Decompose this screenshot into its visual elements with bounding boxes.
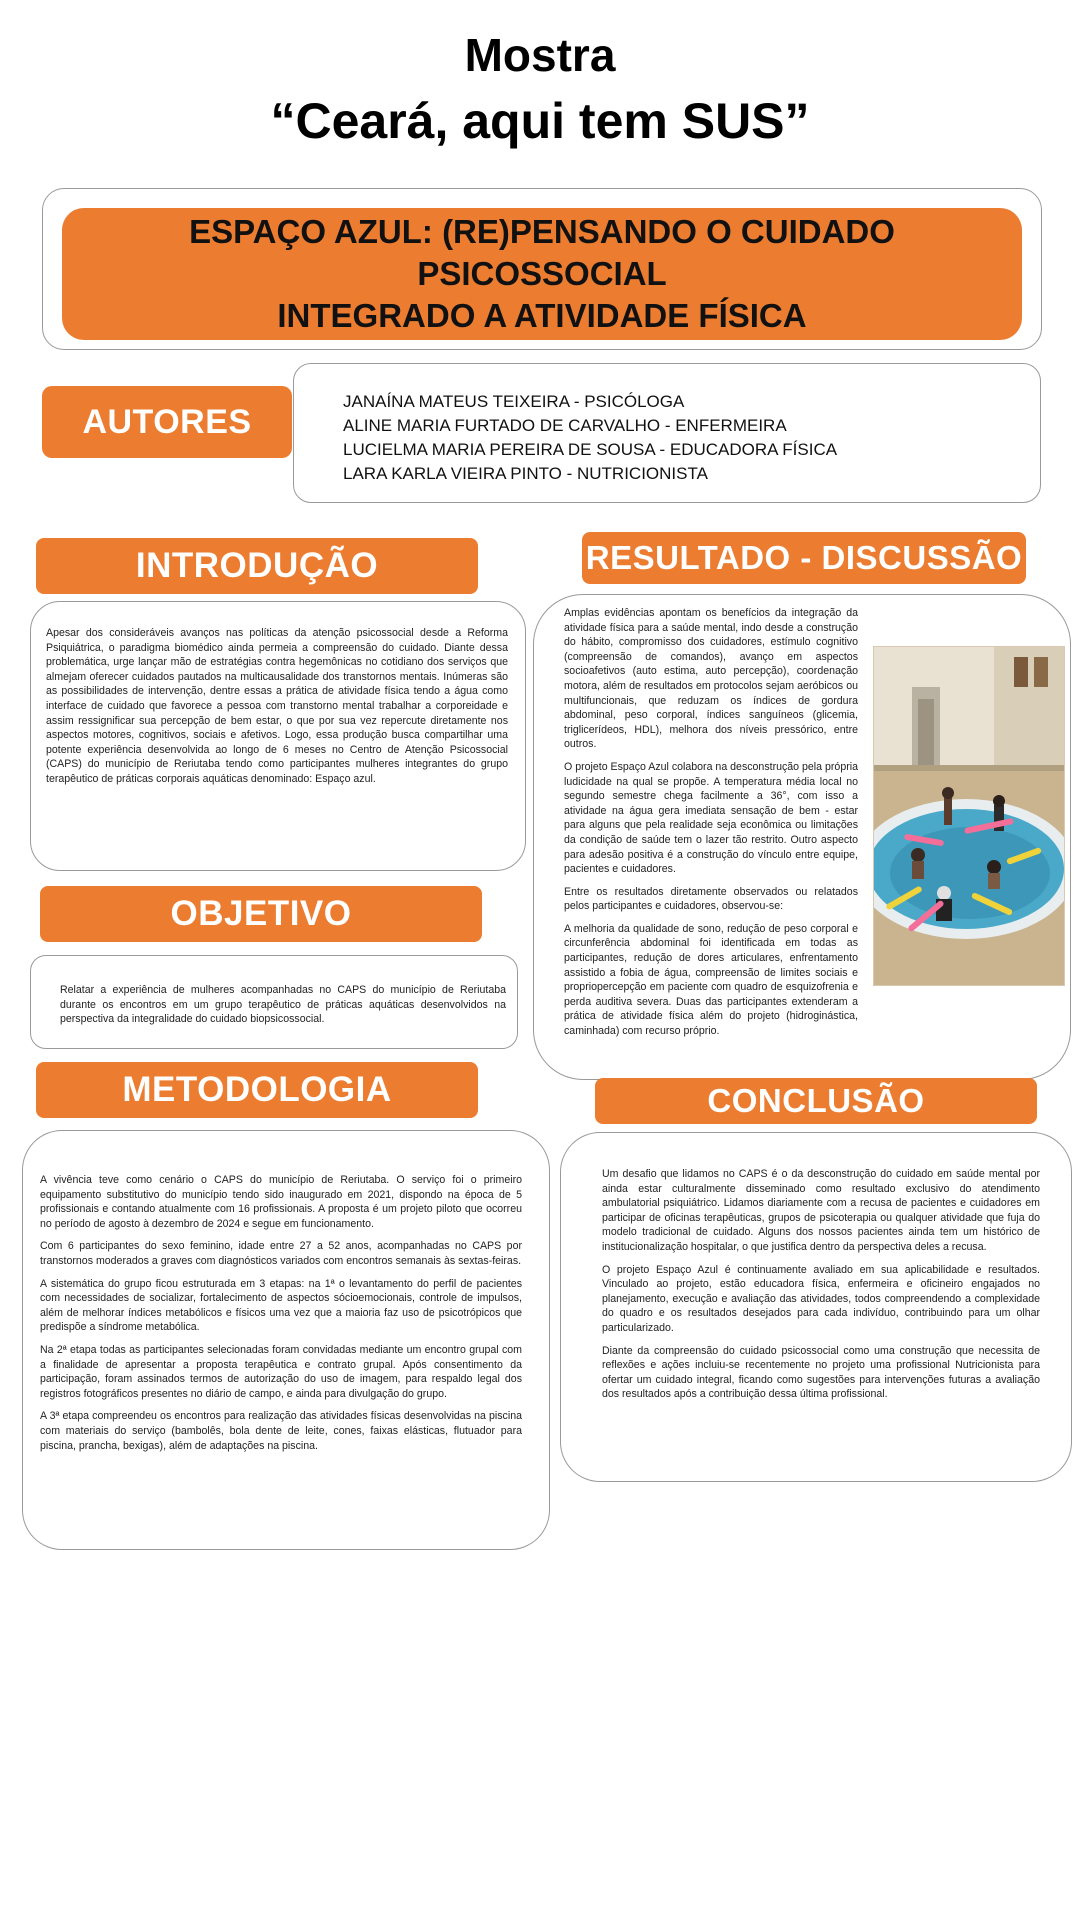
introducao-heading: INTRODUÇÃO [36, 538, 478, 594]
poster-title [62, 208, 1022, 340]
author-4: LARA KARLA VIEIRA PINTO - NUTRICIONISTA [343, 464, 708, 483]
author-1: JANAÍNA MATEUS TEIXEIRA - PSICÓLOGA [343, 392, 685, 411]
metodologia-p4: Na 2ª etapa todas as participantes selecionadas foram convidadas mediante um encontro grupal com a finalidade de apresentar a proposta terapêutica e contrato grupal. Após consentimento da participação, foram assinados termos de autorização do uso de imagem, para respaldo legal dos registros fotográficos presentes no diário de campo, e ainda para divulgação do grupo. [40, 1343, 522, 1400]
introducao-text: Apesar dos consideráveis avanços nas políticas da atenção psicossocial desde a Reforma Psiquiátrica, o paradigma biomédico ainda permeia a compreensão do cuidado. Diante dessa problemática, urge lançar mão de estratégias contra hegemônicas no cotidiano dos serviços que almejam oferecer cuidados pautados na multicausalidade dos transtornos mentais. Inúmeras são as possibilidades de intervenção, dentre essas a prática de atividade física tendo a água como interface de cuidado que favorece a pessoa com transtorno mental trabalhar a corporeidade e assim ressignificar sua percepção de bem estar, o que por sua vez repercute diretamente nos aspectos motores, cognitivos, sociais e afetivos. Logo, essa produção busca compartilhar uma potente experiência desenvolvida ao longo de 6 meses no Centro de Atenção Psicossocial (CAPS) do município de Reriutaba tendo como participantes mulheres integrantes do grupo terapêutico de práticas corporais aquáticas denominado: Espaço azul. [46, 627, 508, 785]
conclusao-p1: Um desafio que lidamos no CAPS é o da desconstrução do cuidado em saúde mental por ainda estar culturalmente disseminado como resultado exclusivo do atendimento ambulatorial psiquiátrico. Lidamos diariamente com a recusa de pacientes e cuidadores em participar de oficinas terapêuticas, grupos de psicoterapia ou qualquer atividade que fuja do modelo tradicional de cuidado. Alguns dos nossos pacientes ainda tem um histórico de institucionalização hospitalar, o que justifica dentro da perspectiva deles a recusa. [602, 1168, 1040, 1253]
event-slogan: “Ceará, aqui tem SUS” [270, 93, 810, 149]
pool-illustration [874, 647, 1065, 986]
metodologia-p5: A 3ª etapa compreendeu os encontros para realização das atividades físicas desenvolvidas na piscina com materiais do serviço (bambolês, bola dente de leite, cones, faixas elásticas, flutuador para piscina, prancha, bexigas), além de adaptações na piscina. [40, 1410, 522, 1452]
resultado-p3: Entre os resultados diretamente observados ou relatados pelos participantes e cuidadores, observou-se: [564, 885, 858, 913]
objetivo-heading: OBJETIVO [40, 886, 482, 942]
poster-title-line2: INTEGRADO A ATIVIDADE FÍSICA [277, 297, 807, 334]
resultado-p4: A melhoria da qualidade de sono, redução de peso corporal e circunferência abdominal foi identificada em todas as participantes, redução de dores articulares, enfrentamento assistido a fobia de água, compreensão de limites sociais e propriopercepção em paciente com quadro de esquizofrenia e perda auditiva severa. Duas das participantes extenderam a prática de atividade física além do projeto (hidroginástica, caminhada) com recurso próprio. [564, 922, 858, 1038]
metodologia-text [40, 1173, 522, 1461]
poster-title-line1: ESPAÇO AZUL: (RE)PENSANDO O CUIDADO PSICOSSOCIAL [189, 213, 895, 292]
metodologia-p2: Com 6 participantes do sexo feminino, idade entre 27 a 52 anos, acompanhadas no CAPS por transtornos moderados a graves com diagnósticos variados com encontros semanais às sextas-feiras. [40, 1240, 522, 1267]
resultado-p2: O projeto Espaço Azul colabora na desconstrução pela própria ludicidade na qual se propõe. A temperatura média local no segundo semestre chega facilmente a 36°, com isso a atividade na água gera imediata sensação de bem - estar para alguns que pela realidade seja econômica ou limitações da condição de saúde tem o lazer tão restrito. Outro aspecto para adesão positiva é a construção do vínculo entre equipe, pacientes e cuidadores. [564, 760, 858, 876]
metodologia-p3: A sistemática do grupo ficou estruturada em 3 etapas: na 1ª o levantamento do perfil de pacientes com necessidades de socializar, fortalecimento de aspectos sócioemocionais, controle de impulsos, além de melhorar índices metabólicos e físicos uma vez que a maioria faz uso de psicotrópicos que predispõe a síndrome metabólica. [40, 1277, 522, 1334]
conclusao-p3: Diante da compreensão do cuidado psicossocial como uma construção que necessita de reflexões e ações incluiu-se recentemente no projeto uma profissional Nutricionista para ofertar um cuidado integral, ficando como sugestões para intervenções futuras a avaliação dos resultados após a contribuição dessa última profissional. [602, 1344, 1040, 1401]
objetivo-text: Relatar a experiência de mulheres acompanhadas no CAPS do município de Reriutaba durante os encontros em um grupo terapêutico de práticas aquáticas desenvolvidos na perspectiva da integralidade do cuidado biopsicossocial. [60, 984, 506, 1026]
authors-heading: AUTORES [42, 386, 292, 458]
conclusao-heading: CONCLUSÃO [595, 1078, 1037, 1124]
resultado-text [564, 606, 858, 1047]
authors-list [343, 390, 1023, 486]
conclusao-p2: O projeto Espaço Azul é continuamente avaliado em sua aplicabilidade e resultados. Vinculado ao projeto, estão educadora física, enfermeira e oficineiro engajados no planejamento, execução e avaliação das atividades, todos compreendendo a complexidade do quadro e os resultados desejados para cada indivíduo, contribuindo para um olhar particularizado. [602, 1263, 1040, 1334]
author-2: ALINE MARIA FURTADO DE CARVALHO - ENFERMEIRA [343, 416, 787, 435]
metodologia-p1: A vivência teve como cenário o CAPS do município de Reriutaba. O serviço foi o primeiro equipamento substitutivo do município tendo sido inaugurado em 2021, dispondo na época de 5 profissionais e contando atualmente com 16 profissionais. A proposta é um projeto piloto que ocorreu no período de agosto à dezembro de 2024 e segue em funcionamento. [40, 1174, 522, 1230]
author-3: LUCIELMA MARIA PEREIRA DE SOUSA - EDUCADORA FÍSICA [343, 440, 838, 459]
resultado-heading: RESULTADO - DISCUSSÃO [582, 532, 1026, 584]
resultado-p1: Amplas evidências apontam os benefícios da integração da atividade física para a saúde mental, indo desde a construção do hábito, compromisso dos cuidadores, estímulo cognitivo (compreensão de comandos), avanço em aspectos socioafetivos (auto estima, auto percepção), coordenação motora, além de resultados em protocolos sejam aeróbicos ou multifuncionais, que reduzam os índices de gordura abdominal, peso corporal, índices sanguíneos (glicemia, triglicerídeos, HDL), melhora dos níveis pressórico, entre outros. [564, 607, 858, 751]
pool-activity-photo [873, 646, 1065, 986]
metodologia-heading: METODOLOGIA [36, 1062, 478, 1118]
event-name: Mostra [464, 29, 616, 81]
conclusao-text [602, 1167, 1040, 1410]
